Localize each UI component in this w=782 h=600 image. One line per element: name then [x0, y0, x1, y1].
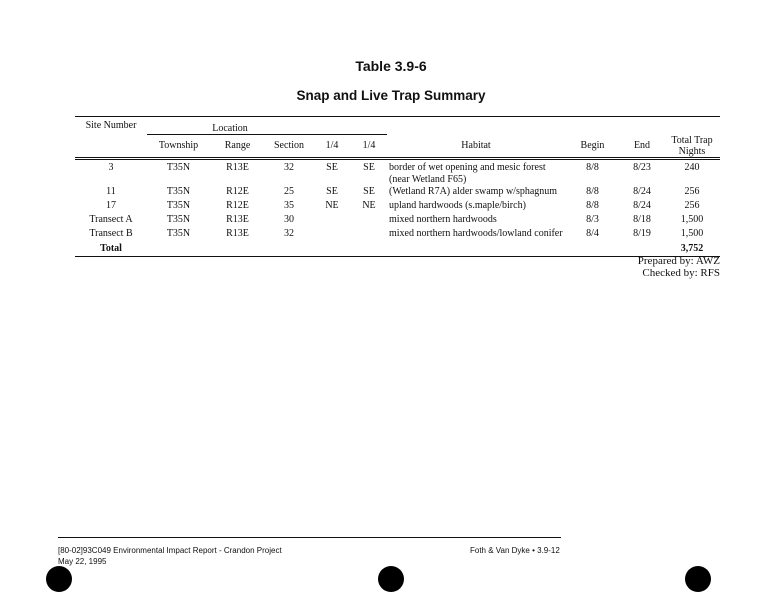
cell-township: T35N: [166, 185, 191, 197]
table-row: [75, 214, 720, 228]
cell-quarter-2: NE: [362, 199, 376, 211]
cell-section: 32: [284, 227, 294, 239]
cell-site: 17: [106, 199, 116, 211]
cell-quarter-2: SE: [363, 161, 375, 173]
cell-range: R13E: [226, 161, 249, 173]
cell-begin: 8/8: [586, 199, 599, 211]
total-label: Total: [100, 243, 122, 254]
binder-hole-right: [685, 566, 711, 592]
total-nights: 3,752: [680, 243, 704, 254]
cell-section: 35: [284, 199, 294, 211]
binder-hole-left: [46, 566, 72, 592]
cell-quarter-1: [313, 214, 351, 228]
cell-site: Transect B: [89, 227, 133, 239]
cell-range: R13E: [226, 227, 249, 239]
cell-nights: 1,500: [680, 213, 704, 225]
header-end: End: [633, 140, 651, 151]
cell-range: R12E: [226, 199, 249, 211]
cell-begin: 8/4: [586, 227, 599, 239]
cell-end: 8/18: [633, 213, 651, 225]
cell-habitat: upland hardwoods (s.maple/birch): [389, 199, 526, 211]
cell-end: 8/24: [633, 199, 651, 211]
cell-township: T35N: [166, 213, 191, 225]
binder-hole-center: [378, 566, 404, 592]
table-row: [75, 186, 720, 200]
cell-end: 8/19: [633, 227, 651, 239]
cell-site: 11: [106, 185, 116, 197]
cell-quarter-1: [313, 228, 351, 242]
cell-habitat: mixed northern hardwoods: [389, 213, 497, 225]
footer-date: May 22, 1995: [58, 557, 107, 566]
cell-range: R12E: [226, 185, 249, 197]
cell-habitat: (Wetland R7A) alder swamp w/sphagnum: [389, 185, 558, 197]
header-location: Location: [147, 117, 313, 135]
table-row: [75, 200, 720, 214]
cell-begin: 8/8: [586, 185, 599, 197]
cell-township: T35N: [166, 227, 191, 239]
header-township: Township: [158, 140, 199, 152]
cell-township: T35N: [166, 199, 191, 211]
cell-habitat: border of wet opening and mesic forest (near Wetland F65): [389, 161, 546, 185]
cell-quarter-2: [351, 214, 387, 228]
header-habitat: Habitat: [461, 140, 491, 151]
cell-township: T35N: [166, 161, 191, 173]
cell-site: 3: [108, 161, 114, 173]
checked-by: Checked by: RFS: [642, 267, 720, 279]
trap-summary-table: [75, 116, 720, 257]
cell-section: 25: [284, 185, 294, 197]
header-begin: Begin: [580, 140, 605, 151]
cell-nights: 240: [684, 161, 700, 173]
cell-site: Transect A: [89, 213, 133, 225]
header-site-number: Site Number: [85, 120, 137, 131]
cell-quarter-1: NE: [325, 199, 339, 211]
cell-begin: 8/3: [586, 213, 599, 225]
cell-quarter-2: SE: [363, 185, 375, 197]
cell-section: 30: [284, 213, 294, 225]
header-section: Section: [274, 140, 304, 152]
table-number: Table 3.9-6: [355, 58, 427, 74]
cell-end: 8/24: [633, 185, 651, 197]
cell-section: 32: [284, 161, 294, 173]
footer-document-id: [80-02]93C049 Environmental Impact Report - Crandon Project: [58, 546, 282, 555]
cell-habitat: mixed northern hardwoods/lowland conifer: [389, 227, 563, 239]
header-quarter-2: 1/4: [362, 140, 376, 152]
cell-quarter-2: [351, 228, 387, 242]
footer-rule: [58, 537, 561, 538]
table-title: Snap and Live Trap Summary: [296, 88, 486, 103]
header-quarter-1: 1/4: [325, 140, 339, 152]
table-row: [75, 228, 720, 242]
header-range: Range: [224, 140, 251, 152]
cell-begin: 8/8: [586, 161, 599, 173]
cell-nights: 256: [684, 199, 700, 211]
cell-quarter-1: SE: [326, 185, 338, 197]
total-row: [75, 242, 720, 257]
footer-page-number: Foth & Van Dyke • 3.9-12: [470, 546, 560, 555]
prepared-by: Prepared by: AWZ: [637, 255, 720, 267]
table-row: [75, 158, 720, 186]
cell-quarter-1: SE: [326, 161, 338, 173]
cell-end: 8/23: [633, 161, 651, 173]
header-total-trap-nights: Total Trap Nights: [671, 134, 713, 157]
cell-range: R13E: [226, 213, 249, 225]
cell-nights: 256: [684, 185, 700, 197]
cell-nights: 1,500: [680, 227, 704, 239]
